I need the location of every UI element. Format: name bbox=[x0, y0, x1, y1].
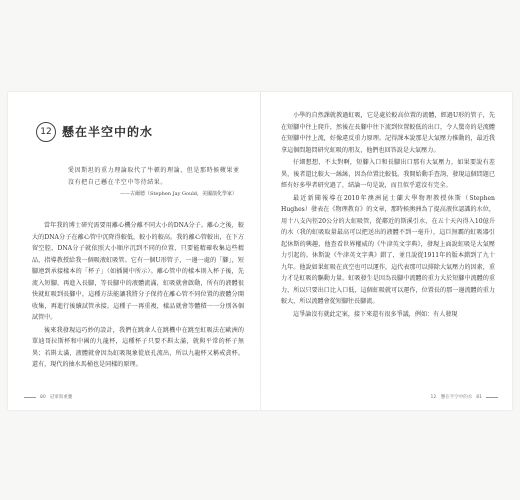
epigraph-quote: 愛因斯坦的重力理論取代了牛頓的理論，但是那時候蘋果並沒有把自己懸在半空中等待結果。 bbox=[68, 167, 240, 186]
chapter-number-badge: 12 bbox=[36, 122, 56, 142]
paragraph: 仔細想想，不太對啊，短腳入口和長腳出口那有大氣壓力，如果要說有差異，後者還比較大一絲絲，因為位置比較低。我開始動手查詢，發現這個問題已經有好多學者研究過了，結論一句是說，而且似乎還沒有完全。 bbox=[281, 159, 495, 189]
paragraph: 當年我的博士研究需要用離心機分離不同大小的DNA分子。離心之後，較大的DNA分子在離心管中沉降得較低，較小的較高。我的離心管較出，在下方留空腔，DNA分子就依照大小順序沉到不同的位置，只要能精確收集這些精品，指導教授給我一個吸液虹吸管。它有一個U形管子，一邊一處的「腳」，短腳連到承接樣本的「杯子」（如插圖中所示）。離心管中的樣本則入杯子後，先流入短腳，再進入長腳，等長腳中的液體流滿，虹吸就會啟動，所有的液體很快就虹吸到長腳中，這種方法能讓我將分子保持在離心管不同位置的液體分開收集，再進行後續試管承接。這種子一再重複，樣品就會等體積一一分別各個試管中。 bbox=[32, 222, 244, 321]
book-spread bbox=[8, 92, 512, 410]
running-head: 冠軍與重疊 bbox=[49, 395, 73, 400]
paragraph: 小學的自然課就教過虹吸，它是處於較高位置的流體，經過U形的管子，先在短腳中往上爬升，然後在長腳中往下流到位置較低的出口，令人驚奇的是流體在短腳中往上流，好像違反重力原理。記得課本說那是大氣壓力推動的，最近我拿這個問題問研究虹吸的朋友，他們也回答說是大氣壓力。 bbox=[281, 112, 495, 154]
left-body-text bbox=[32, 220, 244, 371]
paragraph: 後來我發現這巧妙的設計，我們在跳傘人在跳機中在跳至虹吸法在歐洲的單迪哥拉斯杯和中國的九龍杯，這種杯子只要不斟太滿，就與平常的杯子無異；若斟太滿，液體就會因為虹吸現象從底孔流出，所以九龍杯又稱戒貪杯。還有，現代的抽水馬桶也是同樣的原理。 bbox=[32, 326, 244, 368]
running-head: 12．懸在半空中的水 bbox=[430, 395, 473, 400]
chapter-title: 懸在半空中的水 bbox=[62, 125, 154, 139]
footer-rule bbox=[24, 397, 36, 398]
paragraph: 最近新聞報導在2010年澳洲昆士蘭大學物理教授休斯（Stephen Hughes）發表在《物理教育》的文章，那時候澳洲為了提高液位認識的水位，用十八支內徑20公分的大虹吸管，從鄰近的斯溪引水，在五十天內得入10億升的水（我的虹吸取量最高可以把送出的液體不到一毫升），這巨無霸的虹吸器引起休斯的興趣，他查看世界權威的《牛津英文字典》，發現上面說虹吸是大氣壓力引起的。休斯說《牛津英文字典》錯了，並且說從1911年的版本錯到了九十九年。他說如果虹吸在真空也可以運作，這代表那可以排除大氣壓力的因素，重力才是虹吸的驅動力量。虹吸發生是因為長腳中流體的重力大於短腳中流體的重力，所以只要出口比入口低，這個虹吸就可以運作，位置長的那一邊流體的重力較大，所以流體會從短腳往長腳流。 bbox=[281, 194, 495, 305]
page-number: 80 bbox=[40, 394, 46, 400]
right-body-text bbox=[281, 110, 495, 320]
right-page-footer bbox=[431, 394, 498, 400]
left-page-footer bbox=[24, 394, 72, 400]
page-number: 81 bbox=[476, 394, 482, 400]
epigraph-attribution: ——古爾德（Stephen Jay Gould，美國演化學家） bbox=[120, 191, 238, 197]
right-page bbox=[261, 92, 512, 410]
footer-rule bbox=[486, 397, 498, 398]
paragraph: 這爭論沒有就此定案，接下來還有很多爭議，例如：有人發現 bbox=[293, 310, 458, 318]
left-page bbox=[8, 92, 260, 410]
